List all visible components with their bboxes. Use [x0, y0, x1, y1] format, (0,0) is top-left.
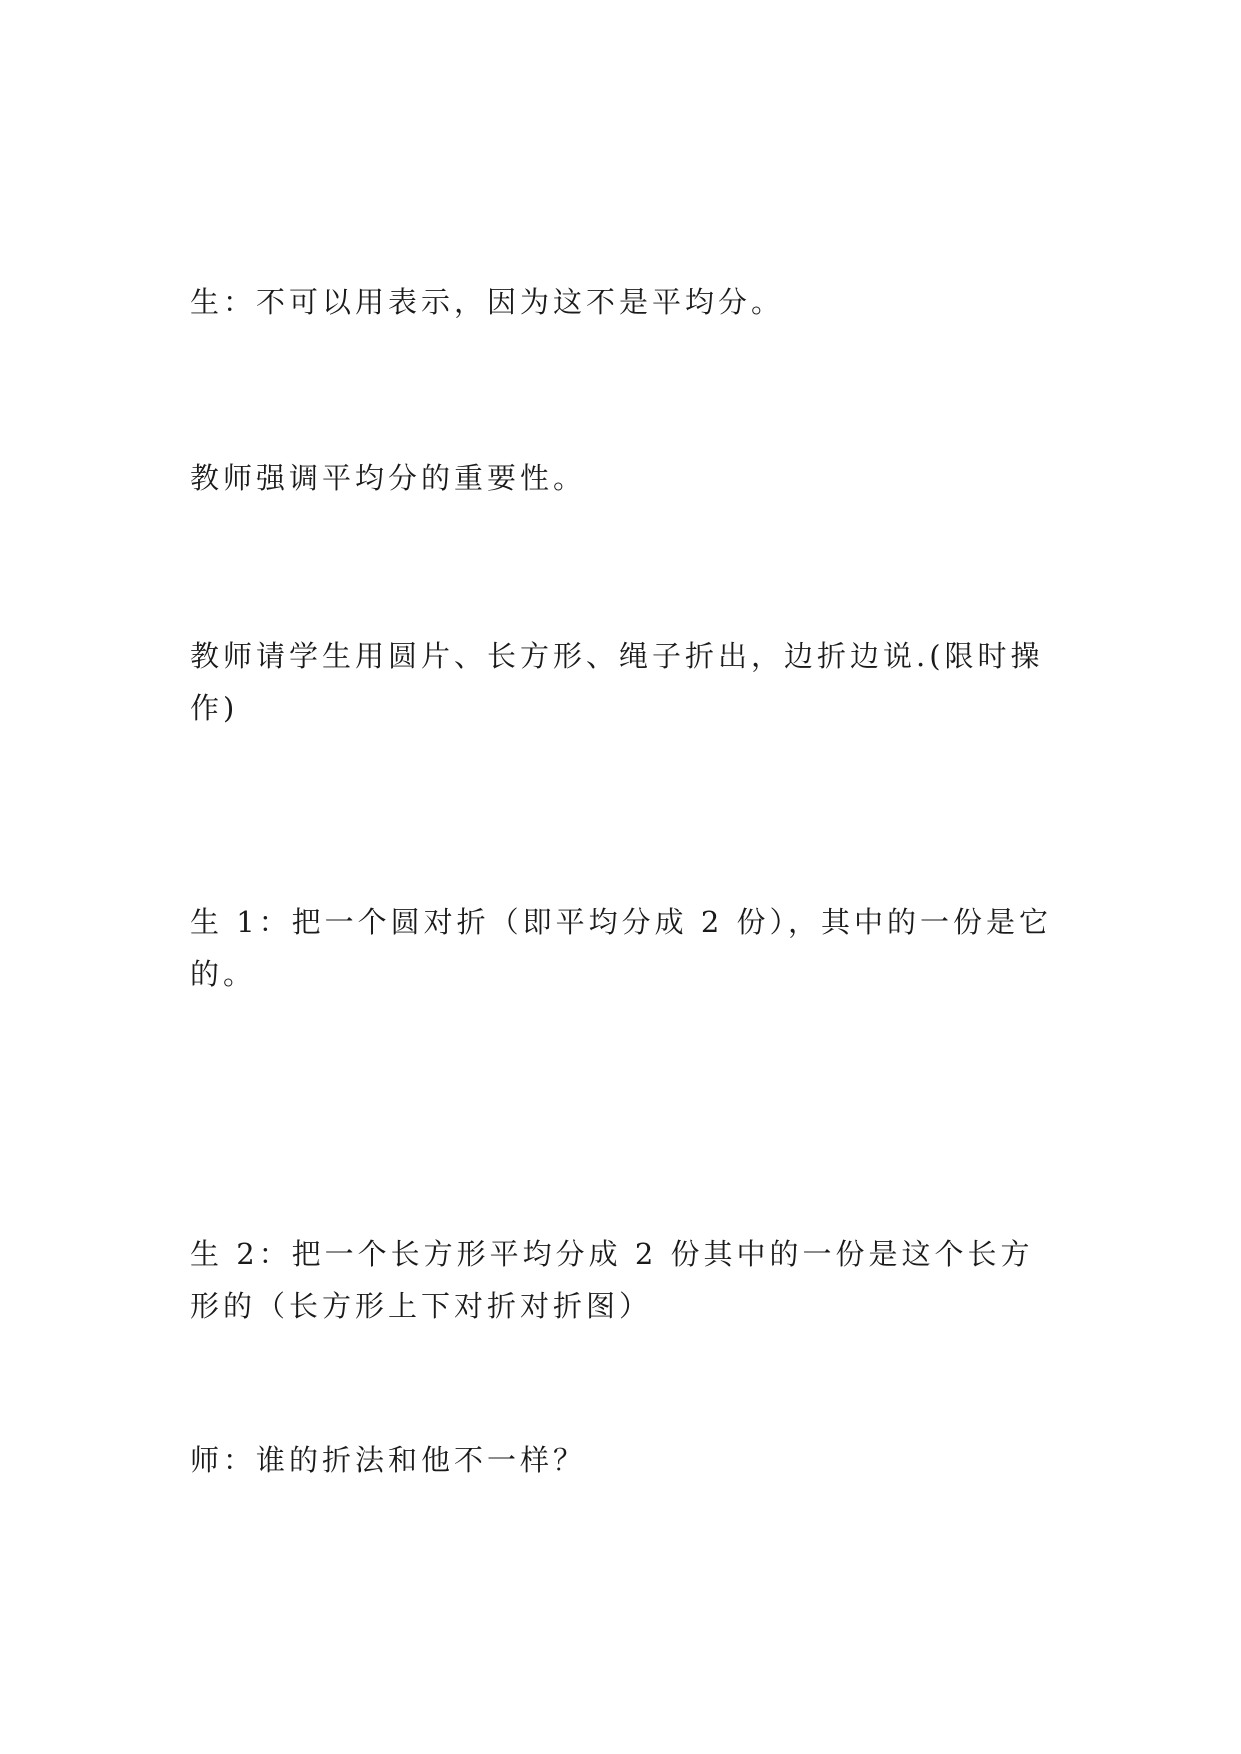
paragraph-folding-activity: 教师请学生用圆片、长方形、绳子折出，边折边说.(限时操作) — [190, 639, 1044, 725]
paragraph-student-answer: 生：不可以用表示，因为这不是平均分。 — [190, 285, 785, 319]
paragraph-student-1: 生 1：把一个圆对折（即平均分成 2 份），其中的一份是它的。 — [190, 905, 1053, 991]
paragraph-teacher-question: 师：谁的折法和他不一样？ — [190, 1443, 587, 1477]
paragraph-teacher-emphasis: 教师强调平均分的重要性。 — [190, 461, 587, 495]
paragraph-student-2: 生 2：把一个长方形平均分成 2 份其中的一份是这个长方形的（长方形上下对折对折图） — [190, 1237, 1034, 1323]
